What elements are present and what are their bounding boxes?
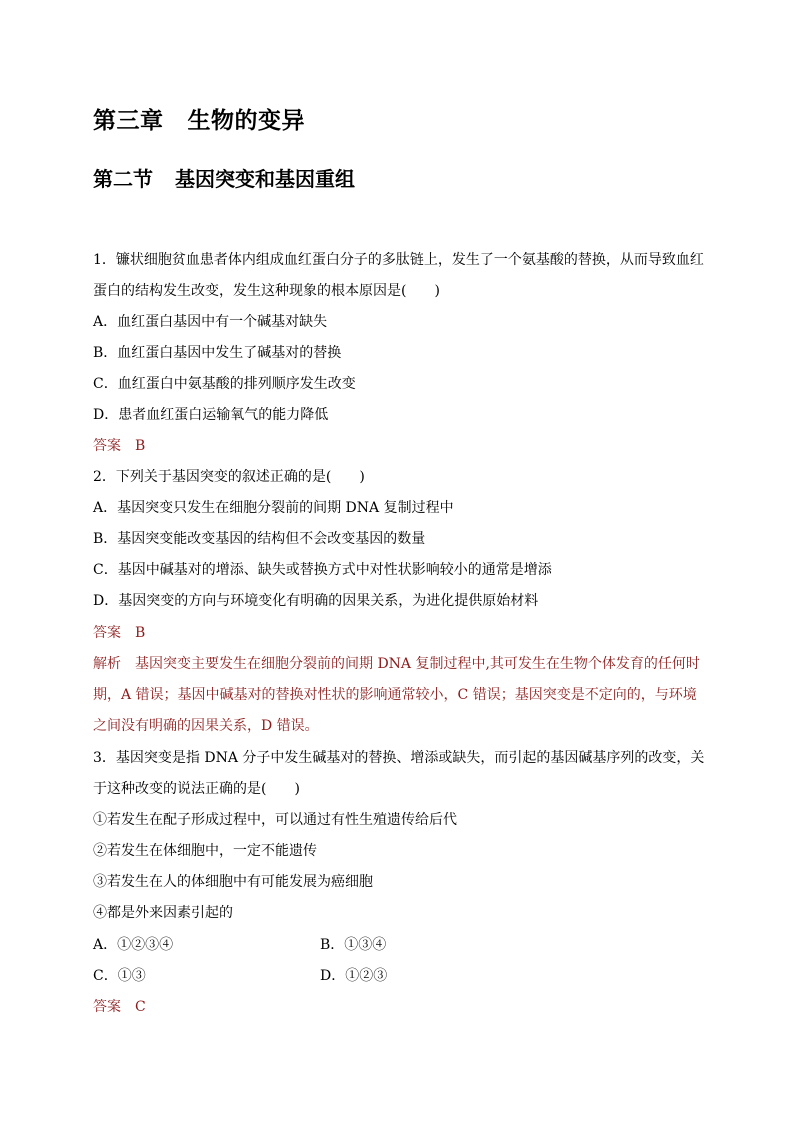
q2-analysis-label: 解析 (93, 656, 121, 672)
q1-option-d: D．患者血红蛋白运输氧气的能力降低 (93, 407, 329, 423)
q1-option-c: C．血红蛋白中氨基酸的排列顺序发生改变 (93, 376, 356, 392)
q3-answer-label: 答案 (93, 999, 121, 1015)
q2-option-b: B．基因突变能改变基因的结构但不会改变基因的数量 (93, 531, 426, 547)
q3-answer (93, 997, 146, 1017)
section-name: 基因突变和基因重组 (175, 167, 355, 191)
q3-option-a: A．①②③④ (93, 937, 174, 953)
q1-option-a: A．血红蛋白基因中有一个碱基对缺失 (93, 314, 328, 330)
q3-statement-4: ④都是外来因素引起的 (93, 905, 233, 921)
q3-statement-3: ③若发生在人的体细胞中有可能发展为癌细胞 (93, 874, 373, 890)
q2-answer-label: 答案 (93, 625, 121, 641)
q1-option-b: B．血红蛋白基因中发生了碱基对的替换 (93, 345, 342, 361)
q3-statement-1: ①若发生在配子形成过程中，可以通过有性生殖遗传给后代 (93, 812, 457, 828)
chapter-name: 生物的变异 (187, 107, 305, 134)
q2-analysis-text-1: 基因突变主要发生在细胞分裂前的间期 DNA 复制过程中,其可发生在生物个体发育的任何时 (135, 656, 700, 672)
q1-stem-line-2: 蛋白的结构发生改变，发生这种现象的根本原因是( ) (93, 283, 440, 299)
q1-stem-line-1: 1．镰状细胞贫血患者体内组成血红蛋白分子的多肽链上，发生了一个氨基酸的替换，从而导致血红 (93, 252, 704, 268)
q2-option-a: A．基因突变只发生在细胞分裂前的间期 DNA 复制过程中 (93, 500, 454, 516)
q2-analysis-line-2: 期，A 错误；基因中碱基对的替换对性状的影响通常较小，C 错误；基因突变是不定向的，与环境 (93, 687, 697, 703)
q2-answer (93, 623, 145, 643)
q3-answer-value: C (135, 999, 146, 1015)
chapter-title (93, 102, 305, 135)
q2-answer-value: B (135, 625, 146, 641)
q1-answer-label: 答案 (93, 438, 121, 454)
section-title (93, 163, 355, 192)
q2-option-c: C．基因中碱基对的增添、缺失或替换方式中对性状影响较小的通常是增添 (93, 562, 552, 578)
q2-analysis-line-3: 之间没有明确的因果关系，D 错误。 (93, 718, 319, 734)
q3-option-b: B．①③④ (320, 937, 387, 953)
q3-option-d: D．①②③ (320, 968, 388, 984)
q2-option-d: D．基因突变的方向与环境变化有明确的因果关系，为进化提供原始材料 (93, 593, 539, 609)
q1-answer-value: B (135, 438, 146, 454)
section-number: 第二节 (93, 167, 153, 191)
chapter-number: 第三章 (93, 107, 164, 134)
q2-analysis-line-1 (93, 654, 700, 674)
q3-stem-line-1: 3．基因突变是指 DNA 分子中发生碱基对的替换、增添或缺失，而引起的基因碱基序列的改变，关 (93, 750, 705, 766)
q3-statement-2: ②若发生在体细胞中，一定不能遗传 (93, 843, 317, 859)
q3-stem-line-2: 于这种改变的说法正确的是( ) (93, 781, 300, 797)
q2-stem: 2．下列关于基因突变的叙述正确的是( ) (93, 469, 365, 485)
q3-option-c: C．①③ (93, 968, 146, 984)
q1-answer (93, 436, 145, 456)
